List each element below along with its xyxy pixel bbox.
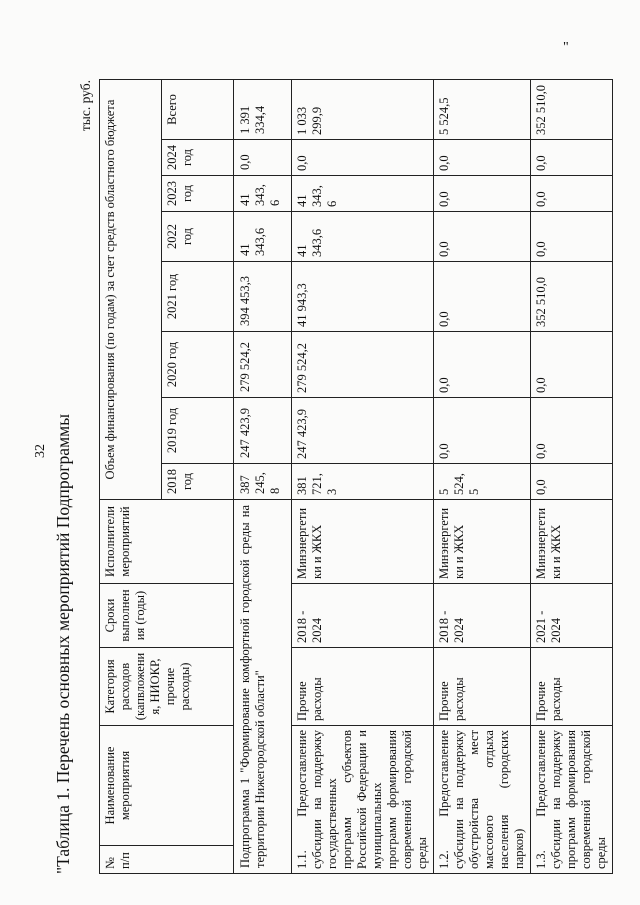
value-cell: 247 423,9 — [292, 398, 434, 464]
value-cell: 0,0 — [531, 332, 613, 398]
header-executors: Исполнители мероприятий — [100, 500, 234, 584]
measure-category: Прочие расходы — [434, 648, 531, 726]
measure-category: Прочие расходы — [292, 648, 434, 726]
header-num: № п/п — [100, 846, 234, 874]
value-cell: 0,0 — [434, 140, 531, 176]
closing-quote: " — [563, 40, 569, 55]
value-cell: 394 453,3 — [234, 262, 292, 332]
table-header-row — [100, 79, 162, 873]
table-row — [531, 79, 613, 873]
measure-name: 1.2. Предоставление субсидии на поддержку обустройства мест массового отдыха населения (городских парков) — [434, 726, 531, 874]
value-cell: 41 343,6 — [234, 212, 292, 262]
header-name: Наименование мероприятия — [100, 726, 234, 846]
measure-name: 1.3. Предоставление субсидии на поддержку программ формирования современной городской среды — [531, 726, 613, 874]
value-cell: 0,0 — [434, 398, 531, 464]
header-year: 2018 год — [162, 464, 234, 500]
value-cell: 381 721,3 — [292, 464, 434, 500]
measure-terms: 2021 - 2024 — [531, 584, 613, 648]
value-cell: 279 524,2 — [234, 332, 292, 398]
value-cell: 0,0 — [292, 140, 434, 176]
value-cell: 5 524,5 — [434, 79, 531, 139]
value-cell: 1 033 299,9 — [292, 79, 434, 139]
measure-executors: Минэнергетики и ЖКХ — [434, 500, 531, 584]
header-year: 2019 год — [162, 398, 234, 464]
value-cell: 0,0 — [531, 464, 613, 500]
subprogram-title: Подпрограмма 1 "Формирование комфортной городской среды на территории Нижегородской области" — [234, 500, 292, 874]
value-cell: 0,0 — [531, 140, 613, 176]
subprogram-row — [234, 79, 292, 873]
value-cell: 41 343,6 — [234, 176, 292, 212]
value-cell: 0,0 — [434, 176, 531, 212]
measure-executors: Минэнергетики и ЖКХ — [531, 500, 613, 584]
page-number: 32 — [33, 444, 48, 458]
table-title: "Таблица 1. Перечень основных мероприятий Подпрограммы — [53, 414, 73, 874]
value-cell: 0,0 — [434, 212, 531, 262]
value-cell: 279 524,2 — [292, 332, 434, 398]
value-cell: 0,0 — [531, 176, 613, 212]
measure-terms: 2018 - 2024 — [434, 584, 531, 648]
value-cell: 0,0 — [531, 212, 613, 262]
value-cell: 1 391 334,4 — [234, 79, 292, 139]
value-cell: 0,0 — [434, 332, 531, 398]
measures-table — [99, 79, 613, 874]
header-year: 2024 год — [162, 140, 234, 176]
value-cell: 352 510,0 — [531, 262, 613, 332]
measure-category: Прочие расходы — [531, 648, 613, 726]
measure-terms: 2018 - 2024 — [292, 584, 434, 648]
value-cell: 41 343,6 — [292, 212, 434, 262]
value-cell: 5 524,5 — [434, 464, 531, 500]
measure-executors: Минэнергетики и ЖКХ — [292, 500, 434, 584]
header-total: Всего — [162, 79, 234, 139]
value-cell: 0,0 — [234, 140, 292, 176]
header-year: 2022 год — [162, 212, 234, 262]
value-cell: 0,0 — [531, 398, 613, 464]
header-year: 2023 год — [162, 176, 234, 212]
units-label: тыс. руб. — [78, 80, 93, 132]
value-cell: 41 343,6 — [292, 176, 434, 212]
table-row — [434, 79, 531, 873]
header-year: 2021 год — [162, 262, 234, 332]
header-financing: Объем финансирования (по годам) за счет средств областного бюджета — [100, 79, 162, 499]
value-cell: 247 423,9 — [234, 398, 292, 464]
header-category: Категория расходов (капвложения, НИОКР, прочие расходы) — [100, 648, 234, 726]
value-cell: 352 510,0 — [531, 79, 613, 139]
value-cell: 0,0 — [434, 262, 531, 332]
rotated-page-content — [33, 80, 608, 880]
header-year: 2020 год — [162, 332, 234, 398]
header-terms: Сроки выполнения (годы) — [100, 584, 234, 648]
table-row — [292, 79, 434, 873]
measure-name: 1.1. Предоставление субсидии на поддержку государственных программ субъектов Российской Федерации и муниципальных программ формирования современной городской среды — [292, 726, 434, 874]
value-cell: 41 943,3 — [292, 262, 434, 332]
value-cell: 387 245,8 — [234, 464, 292, 500]
